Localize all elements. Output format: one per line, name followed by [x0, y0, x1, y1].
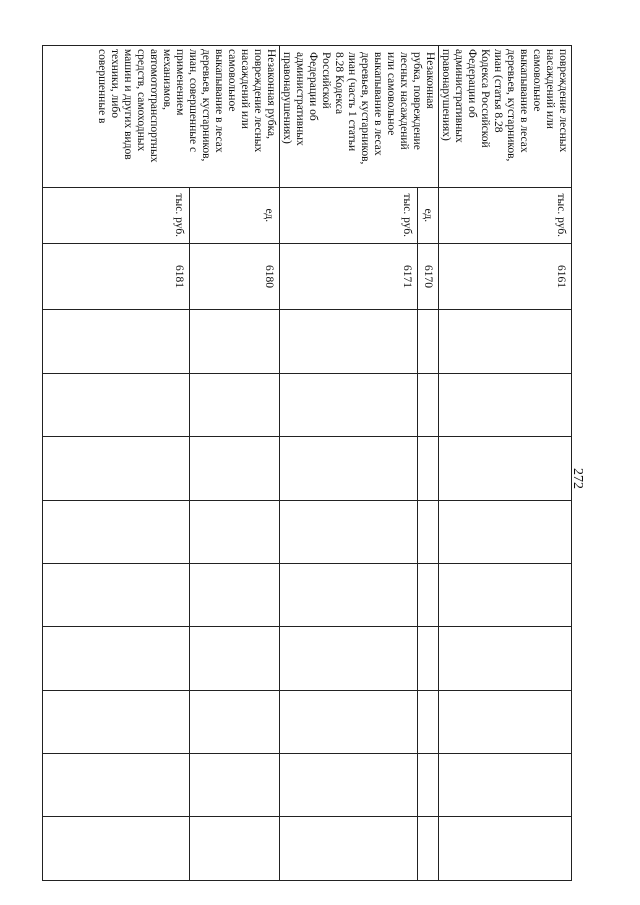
row-code: 6170 — [422, 265, 434, 289]
code-cell — [280, 243, 418, 310]
table-row — [418, 46, 439, 881]
row-code: 6181 — [173, 265, 185, 289]
value-cell — [280, 310, 418, 373]
row-code: 6171 — [401, 265, 414, 289]
page-number: 272 — [570, 468, 585, 489]
unit-cell — [418, 187, 439, 243]
unit-label: тыс. руб. — [555, 193, 567, 238]
row-code: 6161 — [555, 265, 567, 289]
unit-label: тыс. руб. — [401, 193, 414, 238]
value-cell — [280, 373, 418, 436]
value-cell — [280, 817, 418, 881]
value-cell — [43, 754, 190, 817]
data-table — [42, 45, 572, 881]
value-cell — [190, 500, 280, 563]
value-cell — [418, 310, 439, 373]
value-cell — [280, 627, 418, 690]
value-cell — [43, 690, 190, 753]
unit-cell — [43, 187, 190, 243]
value-cell — [190, 690, 280, 753]
value-cell — [418, 500, 439, 563]
row-name: повреждение лесных насаждений или самовольное выкапывание в лесах деревьев, кустарников, лиан (статья 8.28 Кодекса Российской Федерации об административных правонарушениях) — [440, 49, 569, 162]
value-cell — [439, 373, 572, 436]
row-name-cell — [439, 46, 572, 188]
rotated-table-container — [42, 45, 572, 881]
unit-cell — [439, 187, 572, 243]
value-cell — [439, 310, 572, 373]
value-cell — [418, 754, 439, 817]
value-cell — [280, 500, 418, 563]
unit-cell — [280, 187, 418, 243]
value-cell — [280, 690, 418, 753]
value-cell — [190, 437, 280, 500]
value-cell — [190, 754, 280, 817]
row-code: 6180 — [263, 265, 275, 289]
value-cell — [418, 690, 439, 753]
value-cell — [439, 563, 572, 626]
unit-label: ед. — [422, 208, 434, 223]
value-cell — [43, 373, 190, 436]
table-row — [190, 46, 280, 881]
value-cell — [439, 437, 572, 500]
value-cell — [418, 437, 439, 500]
code-cell — [43, 243, 190, 310]
value-cell — [43, 310, 190, 373]
code-cell — [418, 243, 439, 310]
value-cell — [439, 500, 572, 563]
value-cell — [280, 563, 418, 626]
value-cell — [280, 754, 418, 817]
value-cell — [418, 817, 439, 881]
value-cell — [418, 627, 439, 690]
table-row — [439, 46, 572, 881]
code-cell — [439, 243, 572, 310]
value-cell — [418, 563, 439, 626]
unit-cell — [190, 187, 280, 243]
value-cell — [43, 563, 190, 626]
value-cell — [418, 373, 439, 436]
value-cell — [43, 817, 190, 881]
value-cell — [43, 437, 190, 500]
value-cell — [190, 563, 280, 626]
row-name-cell — [280, 46, 439, 188]
value-cell — [280, 437, 418, 500]
row-name: Незаконная рубка, повреждение лесных насаждений или самовольное выкапывание в лесах деревьев, кустарников, лиан, совершенные с применением механизмов, автомототранспортных средств, самоходных машин и других видов техники, либо совершенные в — [96, 49, 277, 163]
value-cell — [439, 627, 572, 690]
value-cell — [190, 373, 280, 436]
value-cell — [439, 690, 572, 753]
unit-label: ед. — [263, 208, 275, 223]
row-name: Незаконная рубка, повреждение лесных насаждений или самовольное выкапывание в лесах деревьев, кустарников, лиан (часть 1 статьи 8.28 Кодекса Российской Федерации об административных правонарушениях) — [281, 52, 436, 165]
row-name-cell — [43, 46, 280, 188]
unit-label: тыс. руб. — [173, 193, 185, 238]
code-cell — [190, 243, 280, 310]
value-cell — [43, 627, 190, 690]
value-cell — [190, 310, 280, 373]
value-cell — [439, 754, 572, 817]
value-cell — [43, 500, 190, 563]
value-cell — [190, 627, 280, 690]
value-cell — [190, 817, 280, 881]
value-cell — [439, 817, 572, 881]
